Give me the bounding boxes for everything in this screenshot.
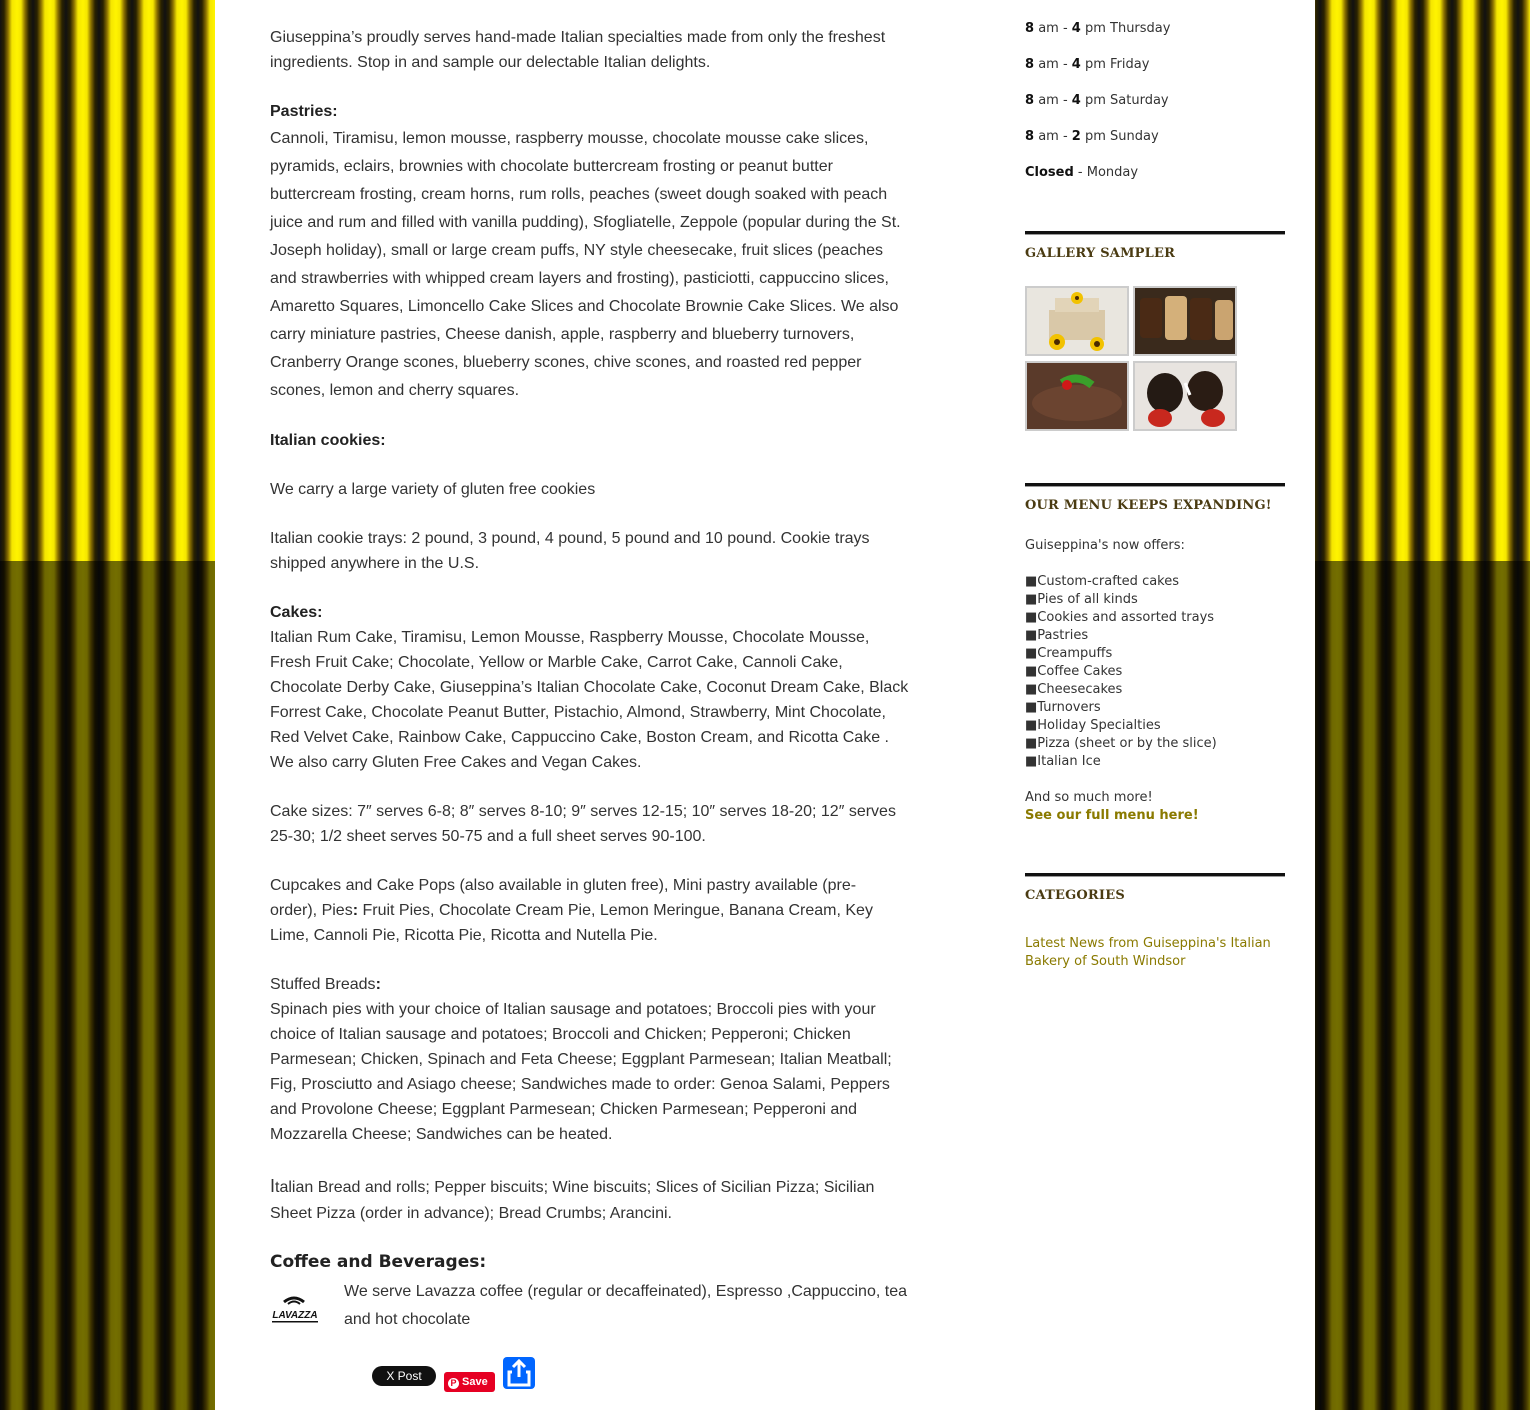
am-label: am - bbox=[1038, 21, 1072, 36]
menu-items-list bbox=[1025, 573, 1217, 771]
menu-item: ■Pies of all kinds bbox=[1025, 592, 1138, 607]
close-hour: 4 bbox=[1071, 57, 1081, 72]
lavazza-logo-icon bbox=[270, 1292, 320, 1326]
gluten-free-cookies-text: We carry a large variety of gluten free cookies bbox=[270, 481, 596, 498]
menu-more-text: And so much more! bbox=[1025, 790, 1153, 805]
gallery-thumb-sunflower-cake[interactable] bbox=[1025, 286, 1129, 356]
bread-text bbox=[270, 1173, 895, 1227]
cookies-heading: Italian cookies: bbox=[270, 432, 386, 449]
widget-divider bbox=[1025, 231, 1285, 235]
pinterest-save-button[interactable] bbox=[444, 1372, 495, 1392]
gallery-title: GALLERY SAMPLER bbox=[1025, 246, 1176, 261]
am-label: am - bbox=[1038, 129, 1072, 144]
intro-paragraph: Giuseppina’s proudly serves hand-made Italian specialties made from only the freshest ingredients. Stop in and sample our delectable Italian delights. bbox=[270, 29, 886, 71]
cakes-text: Italian Rum Cake, Tiramisu, Lemon Mousse, Raspberry Mousse, Chocolate Mousse, Fresh Fruit Cake; Chocolate, Yellow or Marble Cake, Carrot Cake, Cannoli Cake, Chocolate Derby Cake, Giuseppina’s Italian Chocolate Cake, Coconut Dream Cake, Black Forrest Cake, Chocolate Peanut Butter, Pistachio, Almond, Strawberry, Mint Chocolate, Red Velvet Cake, Rainbow Cake, Cappuccino Cake, Boston Cream, and Ricotta Cake . We also carry Gluten Free Cakes and Vegan Cakes. bbox=[270, 629, 909, 771]
cupcakes-pies-text bbox=[270, 873, 895, 948]
menu-item: ■Pastries bbox=[1025, 628, 1089, 643]
close-hour: 2 bbox=[1071, 129, 1081, 144]
closed-label: Closed bbox=[1025, 165, 1074, 180]
pm-day-label: pm Saturday bbox=[1084, 93, 1169, 108]
menu-item: ■Coffee Cakes bbox=[1025, 664, 1123, 679]
menu-item: ■Cheesecakes bbox=[1025, 682, 1123, 697]
pies-text: Fruit Pies, Chocolate Cream Pie, Lemon Meringue, Banana Cream, Key Lime, Cannoli Pie, Ricotta Pie, Ricotta and Nutella Pie. bbox=[270, 902, 873, 944]
page-content bbox=[215, 0, 1315, 1410]
open-hour: 8 bbox=[1025, 57, 1035, 72]
hours-thursday bbox=[1025, 21, 1170, 36]
x-post-label: X Post bbox=[386, 1369, 422, 1383]
menu-intro: Guiseppina's now offers: bbox=[1025, 538, 1185, 553]
categories-title: CATEGORIES bbox=[1025, 888, 1125, 903]
pastries-text: Cannoli, Tiramisu, lemon mousse, raspberry mousse, chocolate mousse cake slices, pyramids, eclairs, brownies with chocolate buttercream frosting or peanut butter buttercream frosting, cream horns, rum rolls, peaches (sweet dough soaked with peach juice and rum and filled with vanilla pudding), Sfogliatelle, Zeppole (popular during the St. Joseph holiday), small or large cream puffs, NY style cheesecake, fruit slices (peaches and strawberries with whipped cream layers and frosting), pasticiotti, cappuccino slices, Amaretto Squares, Limoncello Cake Slices and Chocolate Brownie Cake Slices. We also carry miniature pastries, Cheese danish, apple, raspberry and blueberry turnovers, Cranberry Orange scones, blueberry scones, chive scones, and roasted red pepper scones, lemon and cherry squares. bbox=[270, 130, 901, 399]
am-label: am - bbox=[1038, 57, 1072, 72]
gallery-thumb-roll-cake[interactable] bbox=[1025, 361, 1129, 431]
x-post-button[interactable] bbox=[372, 1366, 436, 1386]
widget-divider bbox=[1025, 873, 1285, 877]
close-hour: 4 bbox=[1071, 21, 1081, 36]
gallery-thumb-strawberries[interactable] bbox=[1133, 361, 1237, 431]
menu-item: ■Turnovers bbox=[1025, 700, 1101, 715]
lavazza-logo bbox=[270, 1292, 320, 1326]
bread-body: talian Bread and rolls; Pepper biscuits; Wine biscuits; Slices of Sicilian Pizza; Sicilian Sheet Pizza (order in advance); Bread Crumbs; Arancini. bbox=[270, 1179, 875, 1222]
gallery-thumb-eclairs[interactable] bbox=[1133, 286, 1237, 356]
pies-colon: : bbox=[352, 902, 359, 919]
stuffed-colon: : bbox=[375, 976, 381, 993]
coffee-text: We serve Lavazza coffee (regular or decaffeinated), Espresso ,Cappuccino, tea and hot chocolate bbox=[344, 1283, 907, 1328]
menu-expanding-title: OUR MENU KEEPS EXPANDING! bbox=[1025, 498, 1272, 513]
category-link-latest-news[interactable]: Latest News from Guiseppina's Italian Bakery of South Windsor bbox=[1025, 936, 1271, 969]
save-label: Save bbox=[462, 1376, 488, 1388]
menu-item: ■Italian Ice bbox=[1025, 754, 1101, 769]
hours-monday bbox=[1025, 165, 1138, 180]
share-icon bbox=[503, 1357, 535, 1389]
hours-friday bbox=[1025, 57, 1149, 72]
open-hour: 8 bbox=[1025, 21, 1035, 36]
stuffed-breads-text: Spinach pies with your choice of Italian sausage and potatoes; Broccoli pies with your choice of Italian sausage and potatoes; Broccoli and Chicken; Pepperoni; Chicken Parmesean; Chicken, Spinach and Feta Cheese; Eggplant Parmesean; Italian Meatball; Fig, Prosciutto and Asiago cheese; Sandwiches made to order: Genoa Salami, Peppers and Provolone Cheese; Eggplant Parmesean; Chicken Parmesean; Pepperoni and Mozzarella Cheese; Sandwiches can be heated. bbox=[270, 1001, 892, 1143]
open-hour: 8 bbox=[1025, 93, 1035, 108]
pm-day-label: pm Thursday bbox=[1084, 21, 1171, 36]
am-label: am - bbox=[1038, 93, 1072, 108]
hours-sunday bbox=[1025, 129, 1159, 144]
cakes-heading: Cakes: bbox=[270, 604, 323, 621]
coffee-heading: Coffee and Beverages: bbox=[270, 1252, 487, 1272]
menu-item: ■Custom-crafted cakes bbox=[1025, 574, 1180, 589]
menu-item: ■Creampuffs bbox=[1025, 646, 1113, 661]
cake-sizes-text: Cake sizes: 7″ serves 6-8; 8″ serves 8-10; 9″ serves 12-15; 10″ serves 18-20; 12″ serves 25-30; 1/2 sheet serves 50-75 and a full sheet serves 90-100. bbox=[270, 803, 896, 845]
menu-item: ■Pizza (sheet or by the slice) bbox=[1025, 736, 1217, 751]
pinterest-icon: P bbox=[448, 1378, 459, 1389]
close-hour: 4 bbox=[1071, 93, 1081, 108]
stuffed-breads-heading: Stuffed Breads bbox=[270, 976, 376, 993]
pm-day-label: pm Sunday bbox=[1084, 129, 1159, 144]
pastries-heading: Pastries: bbox=[270, 103, 338, 120]
full-menu-link[interactable]: See our full menu here! bbox=[1025, 808, 1199, 823]
hours-saturday bbox=[1025, 93, 1169, 108]
widget-divider bbox=[1025, 483, 1285, 487]
menu-item: ■Holiday Specialties bbox=[1025, 718, 1161, 733]
cupcakes-text: Cupcakes and Cake Pops (also available in gluten free), Mini pastry available (pre-order), Pies bbox=[270, 877, 857, 919]
pm-day-label: pm Friday bbox=[1084, 57, 1150, 72]
closed-day: - Monday bbox=[1073, 165, 1139, 180]
cookie-trays-text: Italian cookie trays: 2 pound, 3 pound, 4 pound, 5 pound and 10 pound. Cookie trays shipped anywhere in the U.S. bbox=[270, 530, 870, 572]
open-hour: 8 bbox=[1025, 129, 1035, 144]
bread-initial: I bbox=[270, 1176, 276, 1196]
share-button[interactable] bbox=[503, 1357, 535, 1389]
menu-item: ■Cookies and assorted trays bbox=[1025, 610, 1215, 625]
lavazza-logo-text: LAVAZZA bbox=[272, 1310, 318, 1321]
